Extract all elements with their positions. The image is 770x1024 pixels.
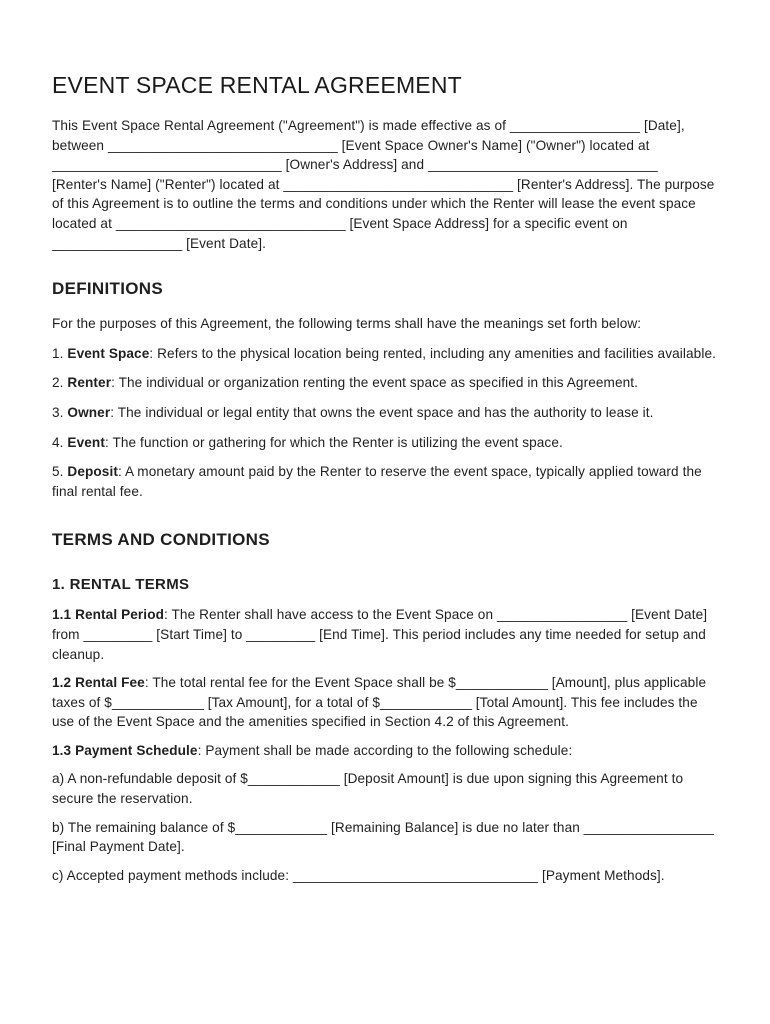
terms-heading: TERMS AND CONDITIONS xyxy=(52,530,270,550)
definition-text: : The function or gathering for which the Renter is utilizing the event space. xyxy=(104,434,563,450)
schedule-item: b) The remaining balance of $____________ [Remaining Balance] is due no later than _________________ [Final Payment Date]. xyxy=(52,819,714,855)
definition-term: Event Space xyxy=(67,345,150,361)
definitions-lead: For the purposes of this Agreement, the following terms shall have the meanings set forth below: xyxy=(52,316,642,332)
definition-text: : The individual or organization renting the event space as specified in this Agreement. xyxy=(111,375,639,391)
definition-number: 3. xyxy=(52,404,68,420)
clause xyxy=(52,741,716,761)
clause-term: 1.2 Rental Fee xyxy=(52,675,145,691)
definitions-heading: DEFINITIONS xyxy=(52,279,163,299)
definition-text: : A monetary amount paid by the Renter to reserve the event space, typically applied toward the final rental fee. xyxy=(52,464,702,499)
definition-item xyxy=(52,403,716,423)
document-title: EVENT SPACE RENTAL AGREEMENT xyxy=(52,72,462,98)
clause-text: : The Renter shall have access to the Event Space on _________________ [Event Date] from _________ [Start Time] to _________ [End Time]. This period includes any time needed for setup and cleanup. xyxy=(52,607,708,662)
clause-text: : Payment shall be made according to the following schedule: xyxy=(197,742,573,758)
definition-term: Event xyxy=(67,434,105,450)
definition-item xyxy=(52,373,716,393)
definition-number: 1. xyxy=(52,345,68,361)
definition-item xyxy=(52,462,716,501)
definition-number: 2. xyxy=(52,375,68,391)
document-page xyxy=(52,70,716,894)
definition-term: Owner xyxy=(67,404,111,420)
schedule-item: a) A non-refundable deposit of $____________ [Deposit Amount] is due upon signing this Agreement to secure the reservation. xyxy=(52,771,684,807)
clause-term: 1.1 Rental Period xyxy=(52,607,164,623)
definition-number: 4. xyxy=(52,434,68,450)
rental-terms-heading: 1. RENTAL TERMS xyxy=(52,576,190,594)
schedule-item: c) Accepted payment methods include: ________________________________ [Payment Methods]. xyxy=(52,867,665,883)
clause-text: : The total rental fee for the Event Space shall be $____________ [Amount], plus applicable taxes of $____________ [Tax Amount], for a total of $____________ [Total Amount]. This fee includes the use of the Event Space and the amenities specified in Section 4.2 of this Agreement. xyxy=(52,675,707,730)
definition-item xyxy=(52,344,716,364)
clause xyxy=(52,605,716,664)
terms-section xyxy=(52,529,716,885)
clause-term: 1.3 Payment Schedule xyxy=(52,742,198,758)
definition-text: : Refers to the physical location being rented, including any amenities and facilities available. xyxy=(149,345,716,361)
definition-item xyxy=(52,433,716,453)
definition-term: Deposit xyxy=(67,464,118,480)
definition-number: 5. xyxy=(52,464,68,480)
definitions-section xyxy=(52,278,716,501)
definition-text: : The individual or legal entity that owns the event space and has the authority to lease it. xyxy=(110,404,654,420)
clause xyxy=(52,673,716,732)
intro-paragraph: This Event Space Rental Agreement ("Agreement") is made effective as of _________________ [Date], between ______________________________ [Event Space Owner's Name] ("Owner") located at ______________________________ [Owner's Address] and ______________________________ [Renter's Name] ("Renter") located at ______________________________ [Renter's Address]. The purpose of this Agreement is to outline the terms and conditions under which the Renter will lease the event space located at ______________________________ [Event Space Address] for a specific event on _________________ [Event Date]. xyxy=(52,118,715,251)
definition-term: Renter xyxy=(67,375,112,391)
